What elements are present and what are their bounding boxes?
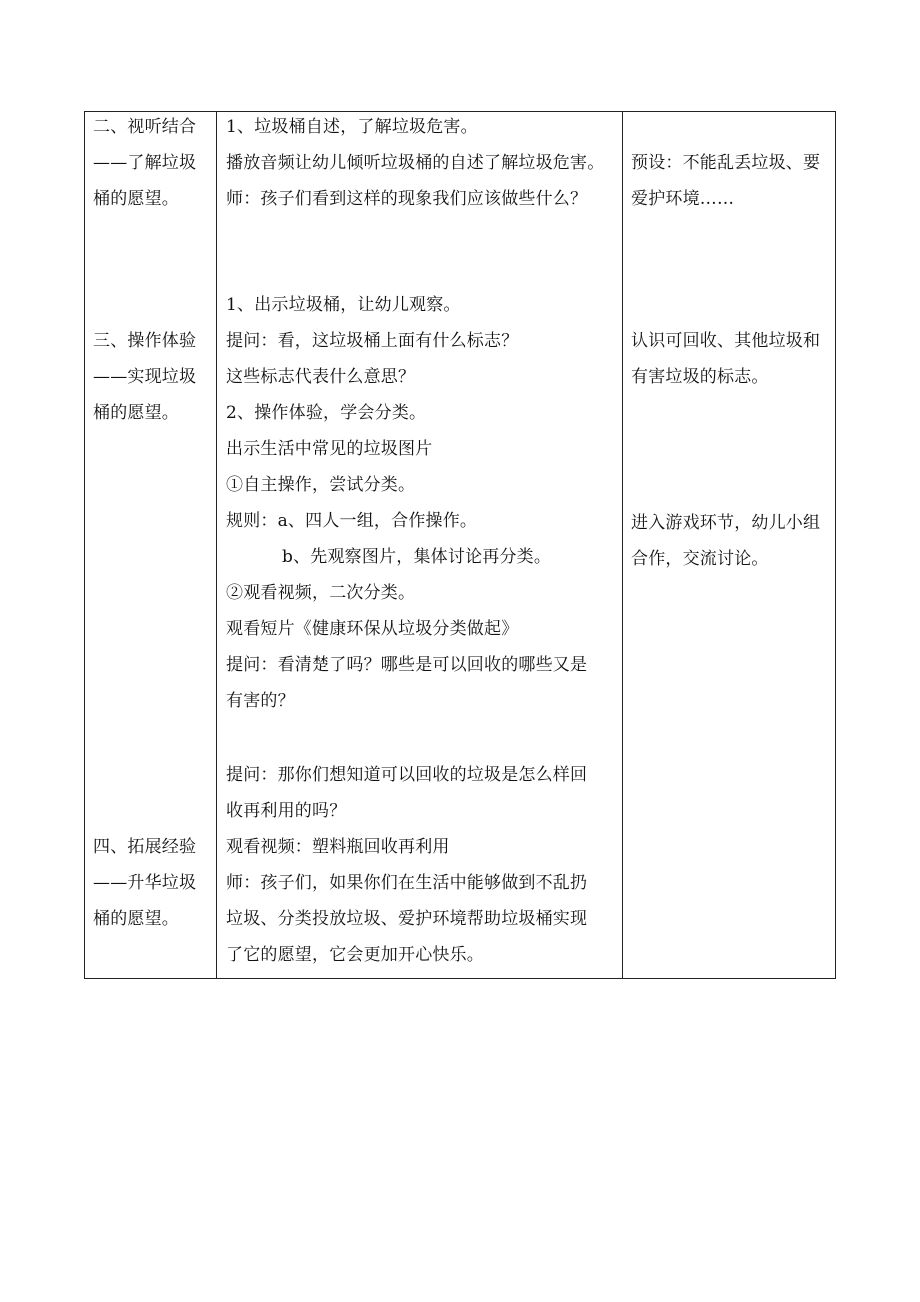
note-cell-3a xyxy=(631,323,831,395)
stage-line: 桶的愿望。 xyxy=(93,403,179,423)
content-cell-4 xyxy=(226,757,622,973)
note-cell-2 xyxy=(631,145,831,217)
stage-line: 桶的愿望。 xyxy=(93,189,179,209)
note-cell-3b xyxy=(631,505,831,577)
note-line: 预设：不能乱丢垃圾、要 xyxy=(631,153,821,173)
content-cell-3 xyxy=(226,287,622,719)
stage-line: 二、视听结合 xyxy=(93,117,197,137)
note-line: 合作，交流讨论。 xyxy=(631,549,769,569)
stage-line: ——实现垃圾 xyxy=(93,367,197,387)
note-line: 认识可回收、其他垃圾和 xyxy=(631,331,821,351)
content-line: 1、出示垃圾桶，让幼儿观察。 xyxy=(226,295,461,315)
content-line: 垃圾、分类投放垃圾、爱护环境帮助垃圾桶实现 xyxy=(226,909,588,929)
stage-line: 桶的愿望。 xyxy=(93,909,179,929)
content-line: ②观看视频，二次分类。 xyxy=(226,583,416,603)
content-line: 规则：a、四人一组，合作操作。 xyxy=(226,511,478,531)
content-line: 观看视频：塑料瓶回收再利用 xyxy=(226,837,450,857)
content-line: 提问：看，这垃圾桶上面有什么标志？ xyxy=(226,331,519,351)
lesson-plan-table xyxy=(84,111,836,979)
stage-line: ——了解垃圾 xyxy=(93,153,197,173)
content-line: ①自主操作，尝试分类。 xyxy=(226,475,416,495)
content-cell-2 xyxy=(226,109,622,217)
note-line: 有害垃圾的标志。 xyxy=(631,367,769,387)
stage-cell-4 xyxy=(93,829,213,937)
stage-line: 三、操作体验 xyxy=(93,331,197,351)
stage-cell-2 xyxy=(93,109,213,217)
content-line: b、先观察图片，集体讨论再分类。 xyxy=(282,547,552,567)
content-line: 1、垃圾桶自述，了解垃圾危害。 xyxy=(226,117,478,137)
content-line: 师：孩子们看到这样的现象我们应该做些什么？ xyxy=(226,189,588,209)
content-line: 有害的？ xyxy=(226,691,295,711)
note-line: 进入游戏环节，幼儿小组 xyxy=(631,513,821,533)
content-line: 了它的愿望，它会更加开心快乐。 xyxy=(226,945,484,965)
column-divider xyxy=(622,112,623,978)
note-line: 爱护环境…… xyxy=(631,189,735,209)
content-line: 师：孩子们，如果你们在生活中能够做到不乱扔 xyxy=(226,873,588,893)
stage-line: 四、拓展经验 xyxy=(93,837,197,857)
stage-cell-3 xyxy=(93,323,213,431)
stage-line: ——升华垃圾 xyxy=(93,873,197,893)
column-divider xyxy=(216,112,217,978)
content-line: 观看短片《健康环保从垃圾分类做起》 xyxy=(226,619,519,639)
content-line: 2、操作体验，学会分类。 xyxy=(226,403,427,423)
content-line: 这些标志代表什么意思？ xyxy=(226,367,416,387)
content-line: 提问：看清楚了吗？哪些是可以回收的哪些又是 xyxy=(226,655,588,675)
content-line: 提问：那你们想知道可以回收的垃圾是怎么样回 xyxy=(226,765,588,785)
content-line: 出示生活中常见的垃圾图片 xyxy=(226,439,433,459)
content-line: 收再利用的吗？ xyxy=(226,801,347,821)
content-line: 播放音频让幼儿倾听垃圾桶的自述了解垃圾危害。 xyxy=(226,153,605,173)
